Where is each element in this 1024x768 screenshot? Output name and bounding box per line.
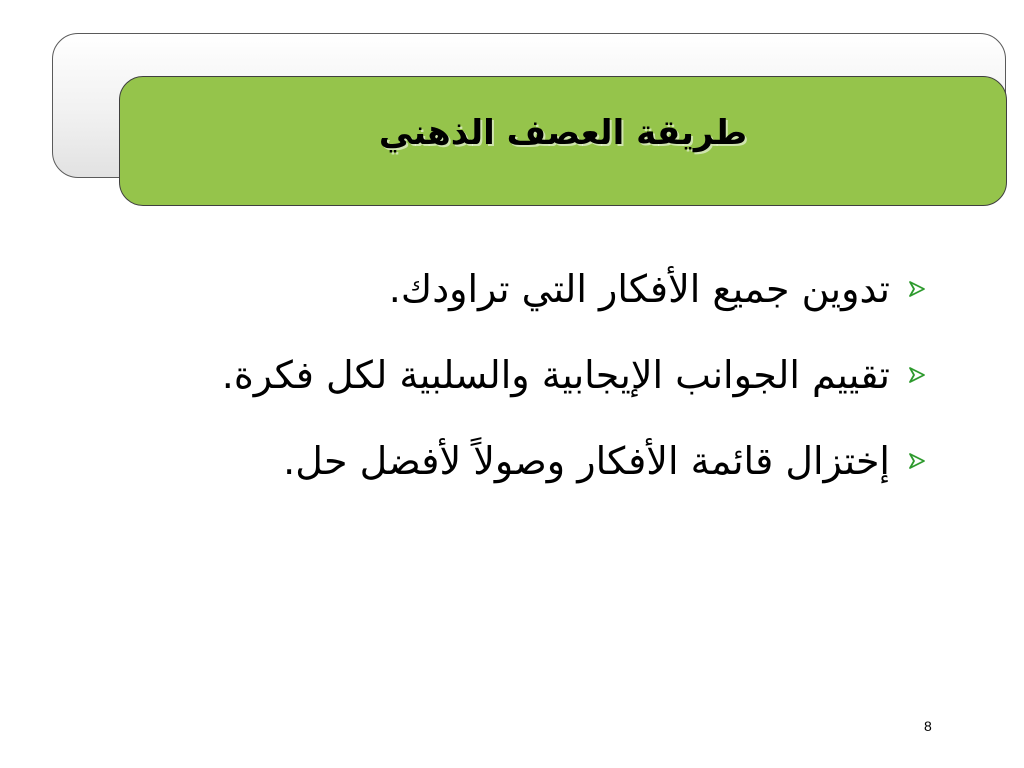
page-number: 8 [924,718,932,734]
title-box [119,76,1007,206]
bullet-list [120,256,910,514]
bullet-item [120,428,910,494]
bullet-text: إختزال قائمة الأفكار وصولاً لأفضل حل. [283,439,890,483]
bullet-text: تقييم الجوانب الإيجابية والسلبية لكل فكرة. [221,353,890,397]
bullet-item [120,342,910,408]
bullet-text: تدوين جميع الأفكار التي تراودك. [388,267,890,311]
bullet-item [120,256,910,322]
slide-title: طريقة العصف الذهني [378,113,748,153]
